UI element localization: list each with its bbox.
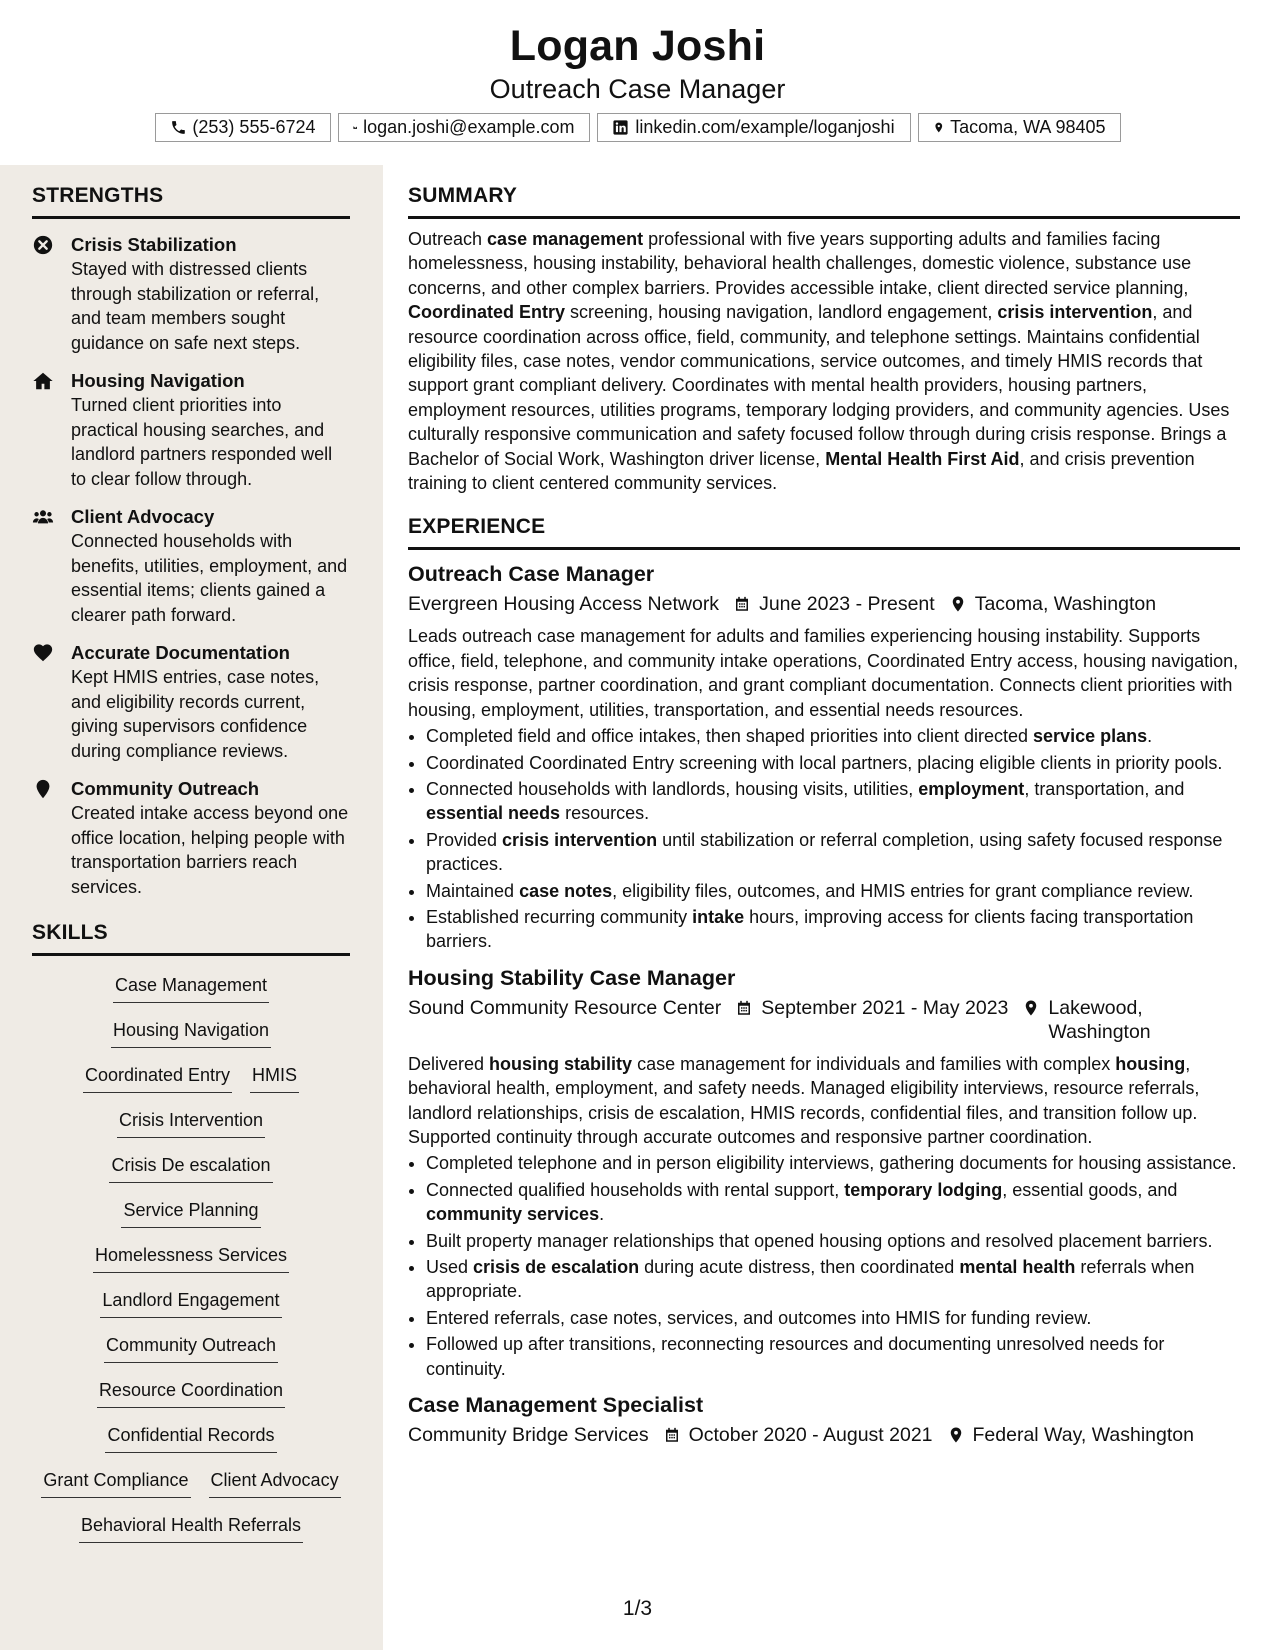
- dates-text: June 2023 - Present: [759, 593, 935, 616]
- strength-title: Accurate Documentation: [71, 642, 290, 663]
- dates-text: September 2021 - May 2023: [761, 996, 1009, 1019]
- location-text: Federal Way, Washington: [972, 1424, 1194, 1447]
- skill-tag: Housing Navigation: [111, 1019, 271, 1048]
- text-segment: case management for individuals and families with complex: [632, 1053, 1116, 1074]
- achievement-item: [426, 751, 1240, 775]
- bold-text: Mental Health First Aid: [825, 448, 1020, 469]
- text-segment: , and crisis prevention training to client centered community services.: [408, 448, 1195, 494]
- page-number: 1/3: [622, 1597, 653, 1620]
- text-segment: until stabilization or referral completion, using safety focused response practices.: [426, 829, 1223, 875]
- text-segment: Followed up after transitions, reconnecting resources and documenting unresolved needs for continuity.: [426, 1334, 1165, 1379]
- skill-row: [100, 1279, 281, 1324]
- crisis-icon: [32, 234, 54, 256]
- location-text: Lakewood, Washington: [1048, 996, 1151, 1043]
- text-segment: Connected qualified households with rental support,: [426, 1179, 845, 1200]
- text-segment: professional with five years supporting adults and families facing homelessness, housing instability, behavioral health challenges, domestic violence, substance use concerns, and other complex barriers. Provides accessible intake, client directed service planning,: [408, 229, 1192, 298]
- text-segment: Completed field and office intakes, then shaped priorities into client directed: [426, 726, 1034, 747]
- skill-tag: Crisis Intervention: [117, 1109, 265, 1138]
- summary-text: [408, 227, 1240, 495]
- skill-row: [104, 1324, 278, 1369]
- map-pin-icon: [933, 119, 945, 136]
- job-location: [1022, 996, 1183, 1044]
- achievement-item: [426, 905, 1240, 954]
- skill-row: [111, 1009, 271, 1054]
- bold-text: mental health: [959, 1257, 1076, 1277]
- text-segment: .: [1147, 726, 1153, 747]
- job-title: Case Management Specialist: [408, 1393, 704, 1418]
- skill-tag: Behavioral Health Referrals: [79, 1514, 303, 1543]
- strength-description: Stayed with distressed clients through stabilization or referral, and team members sought guidance on safe next steps.: [71, 259, 320, 353]
- job-entry: [408, 560, 1240, 953]
- text-segment: Provided: [426, 829, 503, 850]
- bold-text: Coordinated Entry: [408, 302, 566, 323]
- skill-row: [93, 1234, 289, 1279]
- users-icon: [32, 506, 54, 528]
- achievement-item: [426, 828, 1240, 877]
- bold-text: essential needs: [426, 803, 561, 824]
- map-pin-icon: [949, 595, 967, 613]
- bold-text: crisis intervention: [502, 829, 658, 850]
- bold-text: case notes: [519, 880, 613, 901]
- strength-title: Housing Navigation: [71, 370, 245, 391]
- bold-text: employment: [918, 778, 1025, 799]
- skill-tag: Grant Compliance: [41, 1469, 190, 1498]
- skills-heading: SKILLS: [32, 921, 350, 956]
- bold-text: crisis de escalation: [473, 1257, 640, 1277]
- bold-text: housing: [1115, 1053, 1186, 1074]
- achievement-item: [426, 1178, 1240, 1227]
- text-segment: screening, housing navigation, landlord engagement,: [565, 302, 998, 323]
- achievement-list: [408, 1151, 1240, 1381]
- skill-row: [113, 964, 269, 1009]
- bold-text: service plans: [1033, 726, 1148, 747]
- bold-text: housing stability: [489, 1053, 633, 1074]
- dates-text: October 2020 - August 2021: [688, 1424, 933, 1447]
- candidate-title: Outreach Case Manager: [489, 74, 786, 104]
- bold-text: community services: [426, 1204, 600, 1225]
- strength-description: Kept HMIS entries, case notes, and eligibility records current, giving supervisors confidence during compliance reviews.: [71, 667, 320, 761]
- calendar-icon: [663, 1426, 681, 1444]
- skill-row: [117, 1099, 265, 1144]
- envelope-icon: [353, 119, 358, 136]
- map-pin-icon: [32, 778, 54, 800]
- contact-linkedin[interactable]: [597, 113, 911, 142]
- text-segment: , behavioral health, employment, and safety needs. Managed eligibility interviews, resource referrals, landlord relationships, crisis de escalation, HMIS records, confidential files, and transition follow up. Supported continuity through accurate outcomes and responsive partner coordination.: [408, 1053, 1200, 1147]
- skill-row: [121, 1189, 260, 1234]
- job-meta: [408, 1423, 1240, 1447]
- job-title: Housing Stability Case Manager: [408, 965, 736, 990]
- text-segment: Connected households with landlords, housing visits, utilities,: [426, 778, 919, 799]
- experience-heading: EXPERIENCE: [408, 515, 1240, 550]
- company-name: Evergreen Housing Access Network: [408, 593, 720, 616]
- strength-item: [32, 233, 350, 355]
- text-segment: Leads outreach case management for adults and families experiencing housing instability. Supports office, field, telephone, and community intake operations, Coordinated Entry access, housing navigation, crisis response, partner coordination, and grant compliant documentation. Connects client priorities with housing, employment, utilities, transportation, and essential needs resources.: [408, 626, 1239, 720]
- text-segment: referrals when appropriate.: [426, 1257, 1195, 1302]
- strength-item: [32, 777, 350, 899]
- bold-text: intake: [692, 906, 745, 927]
- skill-row: [83, 1054, 299, 1099]
- text-segment: Delivered: [408, 1053, 490, 1074]
- main-content: [408, 165, 1240, 1447]
- text-segment: , essential goods, and: [1002, 1179, 1178, 1200]
- strength-title: Crisis Stabilization: [71, 234, 237, 255]
- text-segment: Outreach: [408, 229, 488, 249]
- achievement-item: [426, 1255, 1240, 1304]
- text-segment: during acute distress, then coordinated: [639, 1257, 960, 1277]
- text-segment: resources.: [560, 803, 650, 824]
- job-description: [408, 624, 1240, 722]
- achievement-item: [426, 724, 1240, 748]
- home-icon: [32, 370, 54, 392]
- text-segment: hours, improving access for clients facing transportation barriers.: [426, 906, 1194, 952]
- email-text: logan.joshi@example.com: [363, 117, 575, 137]
- strength-item: [32, 641, 350, 763]
- skill-tag: Coordinated Entry: [83, 1064, 232, 1093]
- strength-item: [32, 505, 350, 627]
- skill-tag: Landlord Engagement: [100, 1289, 281, 1318]
- bold-text: temporary lodging: [844, 1179, 1003, 1200]
- contact-phone[interactable]: [155, 113, 331, 142]
- bold-text: case management: [487, 229, 644, 249]
- job-location: [949, 592, 1156, 616]
- achievement-item: [426, 879, 1240, 903]
- job-entry: [408, 964, 1240, 1381]
- achievement-item: [426, 1306, 1240, 1330]
- company-name: Community Bridge Services: [408, 1424, 649, 1447]
- text-segment: Entered referrals, case notes, services, and outcomes into HMIS for funding review.: [426, 1307, 1092, 1328]
- skill-row: [109, 1144, 272, 1189]
- linkedin-text: linkedin.com/example/loganjoshi: [635, 117, 895, 137]
- text-segment: Maintained: [426, 880, 520, 901]
- summary-heading: SUMMARY: [408, 184, 1240, 219]
- text-segment: Built property manager relationships that opened housing options and resolved placement barriers.: [426, 1230, 1213, 1251]
- strengths-heading: STRENGTHS: [32, 184, 350, 219]
- achievement-item: [426, 1332, 1240, 1381]
- skill-tag: Case Management: [113, 974, 269, 1003]
- skill-tag: Crisis De escalation: [109, 1154, 272, 1183]
- job-description: [408, 1052, 1240, 1150]
- achievement-list: [408, 724, 1240, 954]
- text-segment: , eligibility files, outcomes, and HMIS entries for grant compliance review.: [612, 880, 1194, 901]
- experience-list: [408, 560, 1240, 1447]
- skill-row: [97, 1369, 285, 1414]
- location-text: Tacoma, WA 98405: [950, 117, 1106, 137]
- calendar-icon: [735, 999, 753, 1017]
- skill-tag: Service Planning: [121, 1199, 260, 1228]
- strengths-list: [32, 233, 350, 899]
- achievement-item: [426, 1151, 1240, 1175]
- bold-text: crisis intervention: [997, 302, 1153, 323]
- strength-item: [32, 369, 350, 491]
- job-dates: [735, 996, 1008, 1020]
- strength-title: Client Advocacy: [71, 506, 215, 527]
- skill-tag: Resource Coordination: [97, 1379, 285, 1408]
- job-meta: [408, 996, 1240, 1044]
- job-dates: [733, 592, 935, 616]
- location-text: Tacoma, Washington: [974, 593, 1157, 616]
- job-location: [947, 1423, 1194, 1447]
- strength-description: Created intake access beyond one office location, helping people with transportation barriers reach services.: [71, 803, 349, 897]
- text-segment: Established recurring community: [426, 906, 693, 927]
- phone-text: (253) 555-6724: [192, 117, 316, 137]
- achievement-item: [426, 777, 1240, 826]
- contact-bar: [0, 113, 1275, 142]
- text-segment: , and resource coordination across office, field, community, and telephone settings. Maintains confidential eligibility files, case notes, vendor communications, service outcomes, and timely HMIS records that support grant compliant delivery. Coordinates with mental health providers, housing partners, employment resources, utilities programs, temporary lodging providers, and community agencies. Uses culturally responsive communication and safety focused follow through during crisis response. Brings a Bachelor of Social Work, Washington driver license,: [408, 302, 1230, 469]
- map-pin-icon: [1022, 999, 1040, 1017]
- skill-tag: Community Outreach: [104, 1334, 278, 1363]
- text-segment: Completed telephone and in person eligibility interviews, gathering documents for housing assistance.: [426, 1153, 1237, 1174]
- skill-tag: Confidential Records: [105, 1424, 276, 1453]
- skill-row: [41, 1459, 340, 1504]
- strength-description: Connected households with benefits, utilities, employment, and essential items; clients gained a clearer path forward.: [71, 531, 348, 625]
- skill-row: [105, 1414, 276, 1459]
- strength-title: Community Outreach: [71, 778, 260, 799]
- strength-description: Turned client priorities into practical housing searches, and landlord partners responded well to clear follow through.: [71, 395, 333, 489]
- skill-tag: Homelessness Services: [93, 1244, 289, 1273]
- heart-icon: [32, 642, 54, 664]
- skill-row: [79, 1504, 303, 1549]
- text-segment: Used: [426, 1257, 474, 1277]
- job-title: Outreach Case Manager: [408, 562, 655, 587]
- contact-location: [918, 113, 1121, 142]
- company-name: Sound Community Resource Center: [408, 996, 722, 1019]
- job-dates: [663, 1423, 933, 1447]
- contact-email[interactable]: [338, 113, 590, 142]
- skill-tag: Client Advocacy: [209, 1469, 341, 1498]
- linkedin-icon: [612, 119, 629, 136]
- text-segment: , transportation, and: [1024, 778, 1185, 799]
- sidebar: [0, 165, 383, 1650]
- resume-header: [0, 0, 1275, 165]
- candidate-name: Logan Joshi: [509, 22, 766, 70]
- skills-list: [32, 964, 350, 1549]
- phone-icon: [170, 119, 187, 136]
- job-entry: [408, 1391, 1240, 1447]
- achievement-item: [426, 1229, 1240, 1253]
- map-pin-icon: [947, 1426, 965, 1444]
- job-meta: [408, 592, 1240, 616]
- skill-tag: HMIS: [250, 1064, 299, 1093]
- text-segment: Coordinated Coordinated Entry screening with local partners, placing eligible clients in priority pools.: [426, 752, 1223, 773]
- text-segment: .: [599, 1204, 605, 1225]
- calendar-icon: [733, 595, 751, 613]
